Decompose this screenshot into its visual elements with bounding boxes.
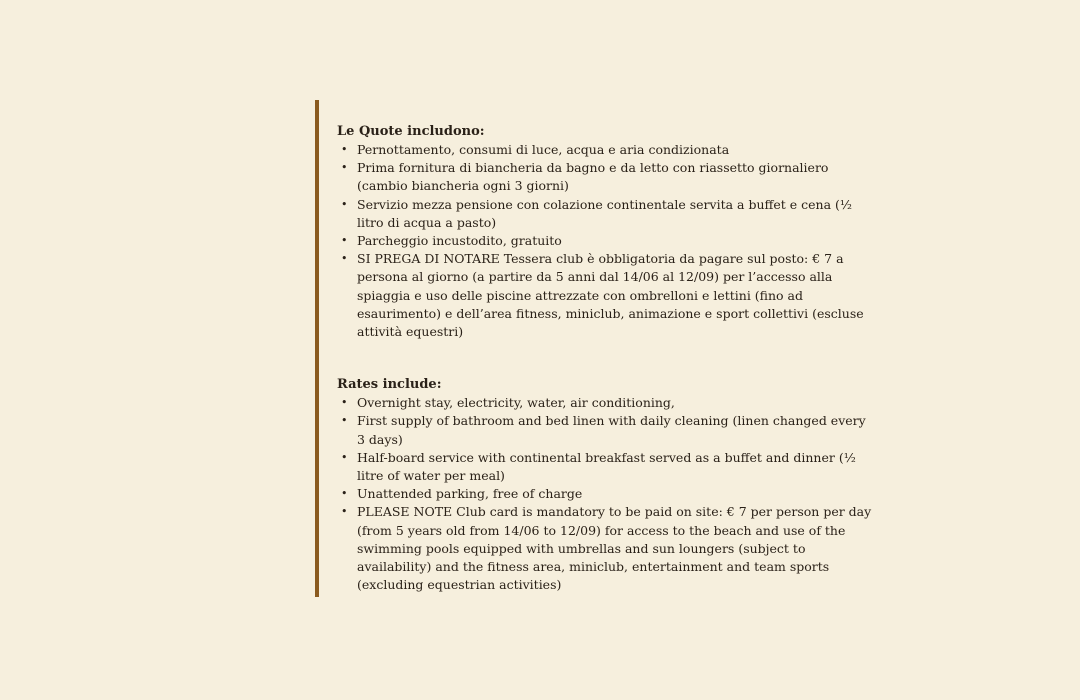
- italian-section: [337, 123, 875, 341]
- english-section: [337, 376, 875, 594]
- english-list: [337, 394, 875, 594]
- list-item: • SI PREGA DI NOTARE Tessera club è obbligatoria da pagare sul posto: € 7 a persona al giorno (a partire da 5 anni dal 14/06 al 12/09) per l’accesso alla spiaggia e uso delle piscine attrezzate con ombrelloni e lettini (fino ad esaurimento) e dell’area fitness, miniclub, animazione e sport collettivi (escluse attività equestri): [357, 250, 875, 341]
- list-item: • Pernottamento, consumi di luce, acqua e aria condizionata: [357, 141, 875, 159]
- italian-heading: Le Quote includono:: [337, 124, 485, 139]
- list-item: • Parcheggio incustodito, gratuito: [357, 232, 875, 250]
- list-item: • Overnight stay, electricity, water, air conditioning,: [357, 394, 875, 412]
- list-item: • Unattended parking, free of charge: [357, 485, 875, 503]
- list-item: • Prima fornitura di biancheria da bagno e da letto con riassetto giornaliero (cambio biancheria ogni 3 giorni): [357, 159, 875, 195]
- list-item: • Servizio mezza pensione con colazione continentale servita a buffet e cena (½ litro di acqua a pasto): [357, 196, 875, 232]
- list-item: • Half-board service with continental breakfast served as a buffet and dinner (½ litre of water per meal): [357, 449, 875, 485]
- list-item: • PLEASE NOTE Club card is mandatory to be paid on site: € 7 per person per day (from 5 years old from 14/06 to 12/09) for access to the beach and use of the swimming pools equipped with umbrellas and sun loungers (subject to availability) and the fitness area, miniclub, entertainment and team sports (excluding equestrian activities): [357, 503, 875, 594]
- rates-content-box: [315, 100, 875, 597]
- italian-list: [337, 141, 875, 341]
- english-heading: Rates include:: [337, 377, 442, 393]
- list-item: • First supply of bathroom and bed linen with daily cleaning (linen changed every 3 days): [357, 412, 875, 448]
